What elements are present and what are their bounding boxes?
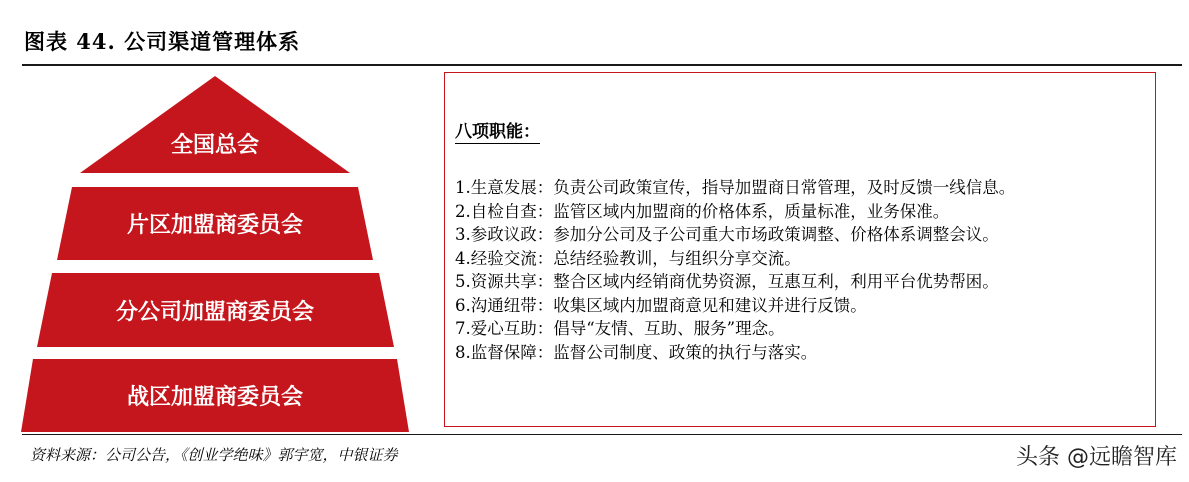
pyramid-level-3-label: 分公司加盟商委员会: [115, 300, 315, 325]
pyramid-level-1-shape: [80, 76, 350, 173]
watermark: 头条 @远瞻智库: [1016, 445, 1177, 470]
pyramid-diagram: [0, 0, 440, 482]
function-item: 5.资源共享：整合区域内经销商优势资源，互惠互利，利用平台优势帮困。: [455, 272, 999, 291]
function-item: 1.生意发展：负责公司政策宣传，指导加盟商日常管理，及时反馈一线信息。: [455, 178, 1016, 197]
pyramid-level-1-label: 全国总会: [170, 133, 260, 158]
bottom-divider: [22, 434, 1182, 435]
functions-heading: 八项职能：: [455, 122, 540, 142]
pyramid-level-2-label: 片区加盟商委员会: [126, 213, 304, 238]
source-note: 资料来源：公司公告，《创业学绝味》郭宇宽，中银证券: [30, 446, 398, 464]
figure-title: 图表 44. 公司渠道管理体系: [24, 29, 301, 54]
function-item: 6.沟通纽带：收集区域内加盟商意见和建议并进行反馈。: [455, 295, 867, 315]
function-item: 3.参政议政：参加分公司及子公司重大市场政策调整、价格体系调整会议。: [455, 225, 999, 244]
function-item: 8.监督保障：监督公司制度、政策的执行与落实。: [455, 342, 818, 362]
pyramid-level-4-label: 战区加盟商委员会: [126, 385, 304, 410]
function-item: 2.自检自查：监管区域内加盟商的价格体系，质量标准，业务保准。: [455, 201, 950, 221]
functions-list: [455, 176, 1015, 364]
function-item: 7.爱心互助：倡导“友情、互助、服务”理念。: [455, 319, 785, 338]
function-item: 4.经验交流：总结经验教训，与组织分享交流。: [455, 248, 801, 268]
